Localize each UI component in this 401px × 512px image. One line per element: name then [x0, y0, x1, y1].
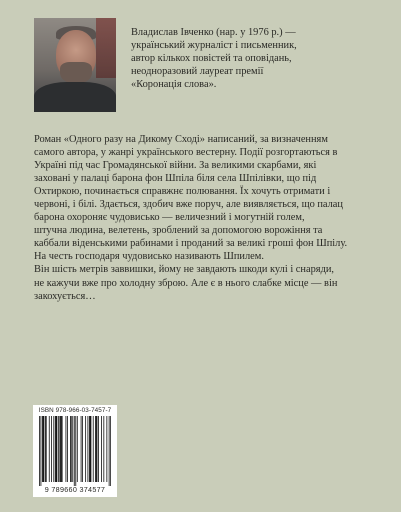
barcode-bar	[85, 416, 86, 482]
book-description	[34, 133, 382, 303]
barcode-bar	[89, 416, 90, 482]
barcode-bar	[56, 416, 57, 482]
author-photo	[34, 18, 116, 112]
bio-line: автор кількох повістей та оповідань,	[131, 53, 292, 64]
description-line: червоні, і білі. Здається, здобич вже поруч, але виявляється, що палац	[34, 199, 343, 211]
barcode-bar	[82, 416, 83, 482]
photo-background	[96, 18, 116, 78]
barcode-bar	[58, 416, 59, 482]
bio-line: «Коронація слова».	[131, 79, 217, 90]
barcode-bars	[39, 416, 111, 486]
barcode-bar	[55, 416, 56, 482]
description-line: Україні під час Громадянської війни. За великими скарбами, які	[34, 160, 317, 172]
bio-line: неодноразовий лауреат премії	[131, 66, 264, 77]
author-bio	[131, 26, 393, 91]
barcode-bar	[61, 416, 62, 482]
description-line: барона охороняє чудовисько — величезний і могутній голем,	[34, 212, 305, 224]
barcode-bar	[43, 416, 44, 482]
barcode-bar	[96, 416, 97, 482]
barcode-label	[33, 405, 117, 497]
description-line: заховані у палаці барона фон Шпіла біля села Шпілівки, що під	[34, 173, 317, 185]
description-line: штучна людина, велетень, зроблений за допомогою ворожіння та	[34, 225, 323, 237]
barcode-bar	[72, 416, 73, 482]
barcode-bar	[71, 416, 72, 482]
author-beard	[60, 62, 92, 84]
barcode-bar	[101, 416, 102, 482]
barcode-bar	[67, 416, 68, 482]
barcode-bar	[95, 416, 96, 482]
barcode-bar	[81, 416, 82, 482]
barcode-bar	[39, 416, 40, 486]
barcode-bar	[53, 416, 54, 482]
barcode-bar	[110, 416, 111, 486]
barcode-bar	[41, 416, 42, 486]
barcode-bar	[91, 416, 92, 482]
bio-line: український журналіст і письменник,	[131, 40, 297, 51]
barcode-bar	[44, 416, 45, 482]
barcode-digits: 9 789660 374577	[44, 485, 106, 494]
barcode-bar	[62, 416, 63, 482]
author-shoulders	[34, 82, 116, 112]
barcode-bar	[56, 416, 57, 482]
barcode-bar	[90, 416, 91, 482]
description-line: самого автора, у жанрі українського вестерну. Події розгортаються в	[34, 147, 338, 159]
description-line: Він шість метрів заввишки, йому не завдають шкоди кулі і снаряди,	[34, 264, 335, 276]
barcode-bar	[88, 416, 89, 482]
description-line: не кажучи вже про холодну зброю. Але є в нього слабке місце — він	[34, 277, 338, 289]
barcode-bar	[46, 416, 47, 482]
barcode-bar	[109, 416, 110, 486]
description-line: закохується…	[34, 290, 96, 302]
barcode-bar	[59, 416, 60, 482]
barcode-bar	[75, 416, 76, 486]
barcode-bar	[74, 416, 75, 486]
bio-line: Владислав Івченко (нар. у 1976 р.) —	[131, 27, 296, 38]
barcode-bar	[77, 416, 78, 482]
isbn-text: ISBN 978-966-03-7457-7	[38, 407, 112, 414]
barcode-bar	[103, 416, 104, 482]
description-line: Роман «Одного разу на Дикому Сході» написаний, за визначенням	[34, 134, 328, 145]
barcode-bar	[106, 416, 107, 482]
barcode-bar	[45, 416, 46, 482]
barcode-bar	[42, 416, 43, 482]
barcode-bar	[51, 416, 52, 482]
barcode-bar	[70, 416, 71, 482]
description-line: каббали віденськими рабинами і проданий за великі гроші фон Шпілу.	[34, 238, 348, 250]
barcode-bar	[97, 416, 98, 482]
barcode-bar	[98, 416, 99, 482]
barcode-bar	[49, 416, 50, 482]
description-line: Охтиркою, починається справжнє полювання. Їх хочуть отримати і	[34, 186, 331, 198]
barcode-bar	[93, 416, 94, 482]
barcode-bar	[60, 416, 61, 482]
description-line: На честь господаря чудовисько називають Шпилем.	[34, 251, 264, 263]
barcode-bar	[66, 416, 67, 482]
